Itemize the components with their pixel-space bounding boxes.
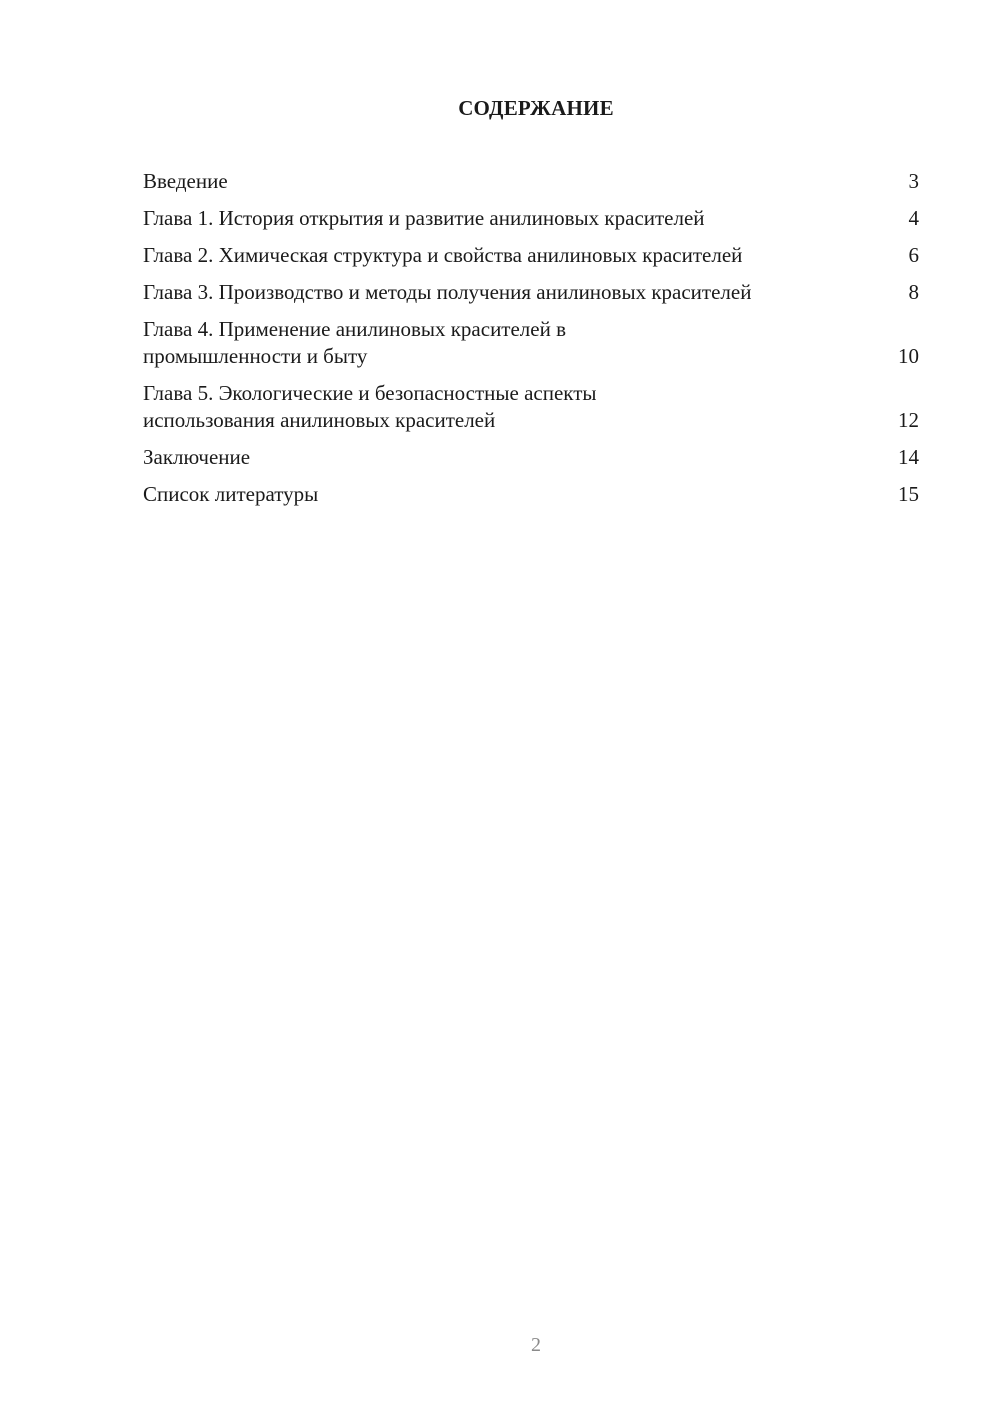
toc-entry-text: Заключение bbox=[143, 445, 251, 469]
toc-entry-page: 8 bbox=[908, 280, 919, 304]
toc-entry-page: 15 bbox=[898, 482, 919, 506]
toc-heading: СОДЕРЖАНИЕ bbox=[458, 96, 614, 120]
page-number: 2 bbox=[531, 1334, 541, 1356]
toc-entry-text: Глава 4. Применение анилиновых красителей в промышленности и быту bbox=[143, 317, 567, 368]
toc-entry-text: Глава 1. История открытия и развитие анилиновых красителей bbox=[143, 206, 705, 230]
toc-entry-text: Список литературы bbox=[143, 482, 319, 506]
table-of-contents bbox=[143, 168, 919, 518]
toc-entry-chapter-2 bbox=[143, 242, 919, 269]
toc-entry-conclusion bbox=[143, 444, 919, 471]
toc-entry-text: Глава 2. Химическая структура и свойства анилиновых красителей bbox=[143, 243, 743, 267]
toc-entry-page: 10 bbox=[898, 344, 919, 368]
toc-entry-introduction bbox=[143, 168, 919, 195]
toc-entry-page: 3 bbox=[908, 169, 919, 193]
toc-entry-page: 4 bbox=[908, 206, 919, 230]
toc-entry-text: Глава 5. Экологические и безопасностные аспекты использования анилиновых красителей bbox=[143, 381, 597, 432]
toc-entry-bibliography bbox=[143, 481, 919, 508]
toc-entry-chapter-3 bbox=[143, 279, 919, 306]
toc-entry-chapter-1 bbox=[143, 205, 919, 232]
toc-entry-chapter-4 bbox=[143, 316, 919, 370]
toc-entry-page: 6 bbox=[908, 243, 919, 267]
toc-entry-page: 12 bbox=[898, 408, 919, 432]
toc-entry-chapter-5 bbox=[143, 380, 919, 434]
toc-entry-page: 14 bbox=[898, 445, 919, 469]
toc-entry-text: Введение bbox=[143, 169, 228, 193]
toc-entry-text: Глава 3. Производство и методы получения анилиновых красителей bbox=[143, 280, 752, 304]
